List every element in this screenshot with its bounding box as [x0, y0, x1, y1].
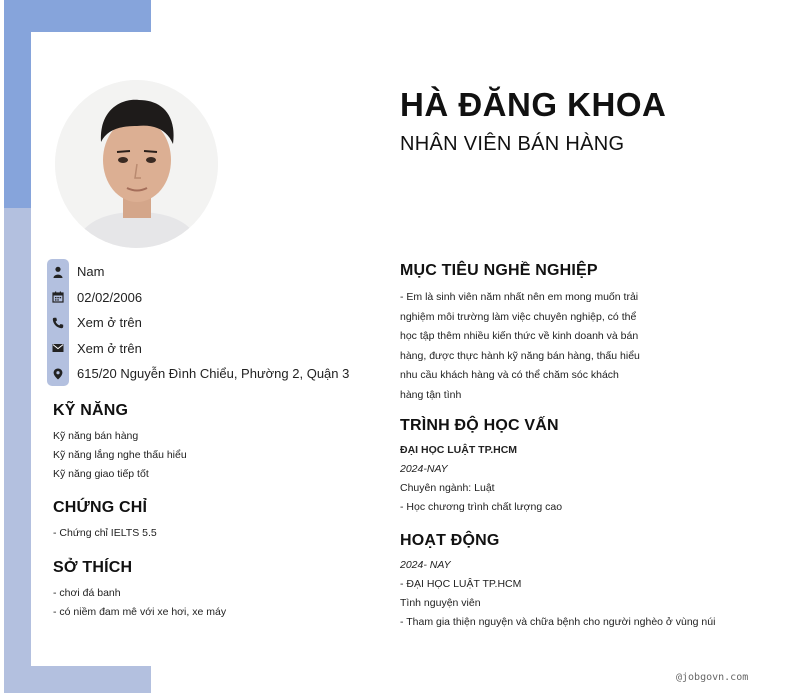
- activities-heading: HOẠT ĐỘNG: [400, 532, 500, 549]
- activities-entry: [400, 556, 715, 632]
- skill-item: Kỹ năng giao tiếp tốt: [53, 468, 149, 480]
- contact-list: [50, 259, 370, 387]
- birthday-text: 02/02/2006: [77, 289, 143, 305]
- skill-item: Kỹ năng lắng nghe thấu hiểu: [53, 449, 187, 461]
- certificate-item: - Chứng chỉ IELTS 5.5: [53, 527, 157, 539]
- certificates-list: [53, 524, 157, 543]
- education-heading: TRÌNH ĐỘ HỌC VẤN: [400, 417, 559, 434]
- contact-birthday: [50, 285, 370, 311]
- candidate-name: HÀ ĐĂNG KHOA: [400, 86, 667, 123]
- objective-line: học tập thêm nhiều kiến thức về kinh doanh và bán: [400, 330, 639, 342]
- activity-org: - ĐẠI HỌC LUẬT TP.HCM: [400, 578, 522, 590]
- education-note: - Học chương trình chất lượng cao: [400, 501, 563, 513]
- gender-text: Nam: [77, 264, 105, 280]
- skills-heading: KỸ NĂNG: [53, 402, 129, 419]
- hobbies-list: [53, 584, 226, 622]
- education-school: ĐẠI HỌC LUẬT TP.HCM: [400, 444, 518, 456]
- calendar-icon: [50, 289, 66, 305]
- education-major: Chuyên ngành: Luật: [400, 482, 495, 494]
- hobby-item: - có niềm đam mê với xe hơi, xe máy: [53, 606, 227, 618]
- activity-role: Tình nguyện viên: [400, 597, 481, 609]
- objective-heading: MỤC TIÊU NGHỀ NGHIỆP: [400, 262, 598, 279]
- contact-phone: [50, 310, 370, 336]
- location-pin-icon: [50, 366, 66, 382]
- address-text: 615/20 Nguyễn Đình Chiểu, Phường 2, Quận 3: [77, 366, 350, 382]
- hobbies-heading: SỞ THÍCH: [53, 559, 133, 576]
- objective-line: hàng, được thực hành kỹ năng bán hàng, thấu hiểu: [400, 349, 640, 362]
- skill-item: Kỹ năng bán hàng: [53, 430, 139, 442]
- certificates-heading: CHỨNG CHỈ: [53, 499, 148, 516]
- activity-desc: - Tham gia thiện nguyện và chữa bệnh cho người nghèo ở vùng núi: [400, 616, 716, 628]
- watermark: @jobgovn.com: [676, 672, 749, 683]
- contact-gender: [50, 259, 370, 285]
- phone-icon: [50, 315, 66, 331]
- activity-period: 2024- NAY: [400, 559, 451, 571]
- profile-photo: [55, 80, 218, 248]
- job-title: NHÂN VIÊN BÁN HÀNG: [400, 133, 625, 155]
- envelope-icon: [50, 340, 66, 356]
- person-icon: [50, 264, 66, 280]
- objective-line: nghiệm môi trường làm việc chuyên nghiệp, có thể: [400, 310, 637, 323]
- objective-text: [400, 288, 662, 405]
- education-entry: [400, 441, 562, 517]
- phone-text: Xem ở trên: [77, 315, 142, 331]
- education-period: 2024-NAY: [400, 463, 448, 475]
- contact-address: [50, 361, 370, 387]
- objective-line: - Em là sinh viên năm nhất nên em mong muốn trải: [400, 291, 639, 303]
- contact-email: [50, 336, 370, 362]
- hobby-item: - chơi đá banh: [53, 587, 121, 599]
- email-text: Xem ở trên: [77, 340, 142, 356]
- skills-list: [53, 427, 187, 484]
- objective-line: nhu cầu khách hàng và có thể chăm sóc khách: [400, 369, 619, 381]
- objective-line: hàng tận tình: [400, 388, 462, 401]
